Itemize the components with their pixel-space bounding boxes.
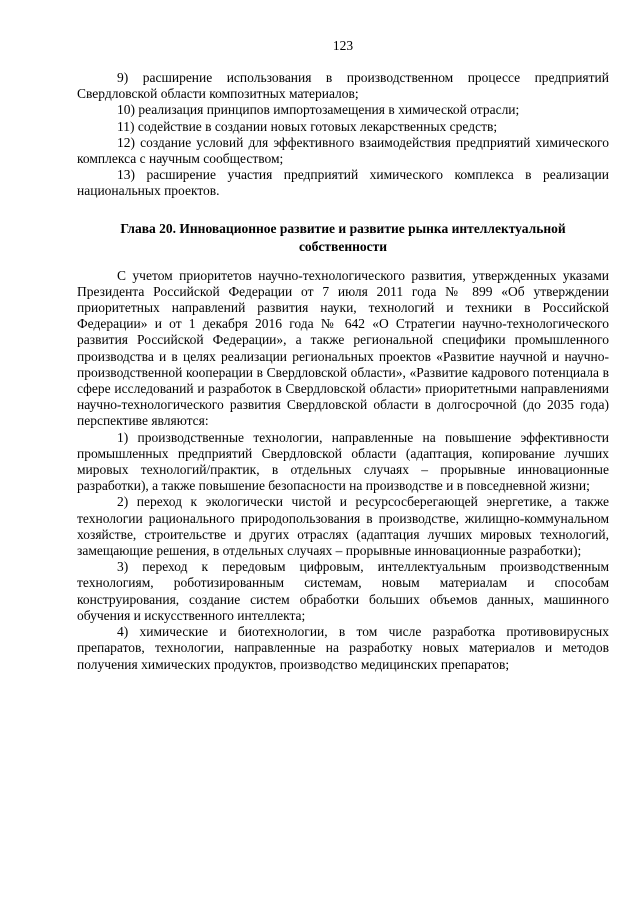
list-item: 10) реализация принципов импортозамещения в химической отрасли; bbox=[117, 102, 520, 118]
page-content bbox=[77, 70, 609, 673]
list-item: 1) производственные технологии, направленные на повышение эффективности промышленных предприятий Свердловской области (адаптация, копирование лучших мировых технологий/практик, в отдельных случаях – прорывные инновационные разработки), а также повышение безопасности на производстве и в повседневной жизни; bbox=[77, 429, 609, 494]
list-item: 9) расширение использования в производственном процессе предприятий Свердловской области композитных материалов; bbox=[77, 70, 609, 102]
list-item: 11) содействие в создании новых готовых лекарственных средств; bbox=[117, 118, 498, 134]
list-item: 13) расширение участия предприятий химического комплекса в реализации национальных проектов. bbox=[77, 167, 609, 199]
list-item: 2) переход к экологически чистой и ресурсосберегающей энергетике, а также технологии рационального природопользования в производстве, жилищно-коммунальном хозяйстве, строительстве и других отраслях (адаптация лучших мировых технологий, замещающие решения, в отдельных случаях – прорывные инновационные разработки); bbox=[77, 494, 609, 559]
list-item: 3) переход к передовым цифровым, интеллектуальным производственным технологиям, роботизированным системам, новым материалам и способам конструирования, создание систем обработки больших объемов данных, машинного обучения и искусственного интеллекта; bbox=[77, 559, 609, 623]
list-item: 4) химические и биотехнологии, в том числе разработка противовирусных препаратов, технологии, направленные на разработку новых материалов и методов получения химических продуктов, производство медицинских препаратов; bbox=[77, 624, 609, 672]
intro-paragraph: С учетом приоритетов научно-технологического развития, утвержденных указами Президента Российской Федерации от 7 июля 2011 года № 899 «Об утверждении приоритетных направлений развития науки, технологий и техники в Российской Федерации» и от 1 декабря 2016 года № 642 «О Стратегии научно-технологического развития Российской Федерации», а также региональной специфики промышленного производства и в целях реализации региональных проектов «Развитие научной и научно-производственной кооперации в Свердловской области», «Развитие кадрового потенциала в сфере исследований и разработок в Свердловской области» приоритетными направлениями научно-технологического развития Свердловской области в долгосрочной (до 2035 года) перспективе являются: bbox=[77, 267, 609, 429]
list-item: 12) создание условий для эффективного взаимодействия предприятий химического комплекса с научным сообществом; bbox=[77, 134, 609, 167]
page-number: 123 bbox=[332, 38, 354, 53]
chapter-title: Глава 20. Инновационное развитие и развитие рынка интеллектуальной собственности bbox=[120, 220, 566, 254]
